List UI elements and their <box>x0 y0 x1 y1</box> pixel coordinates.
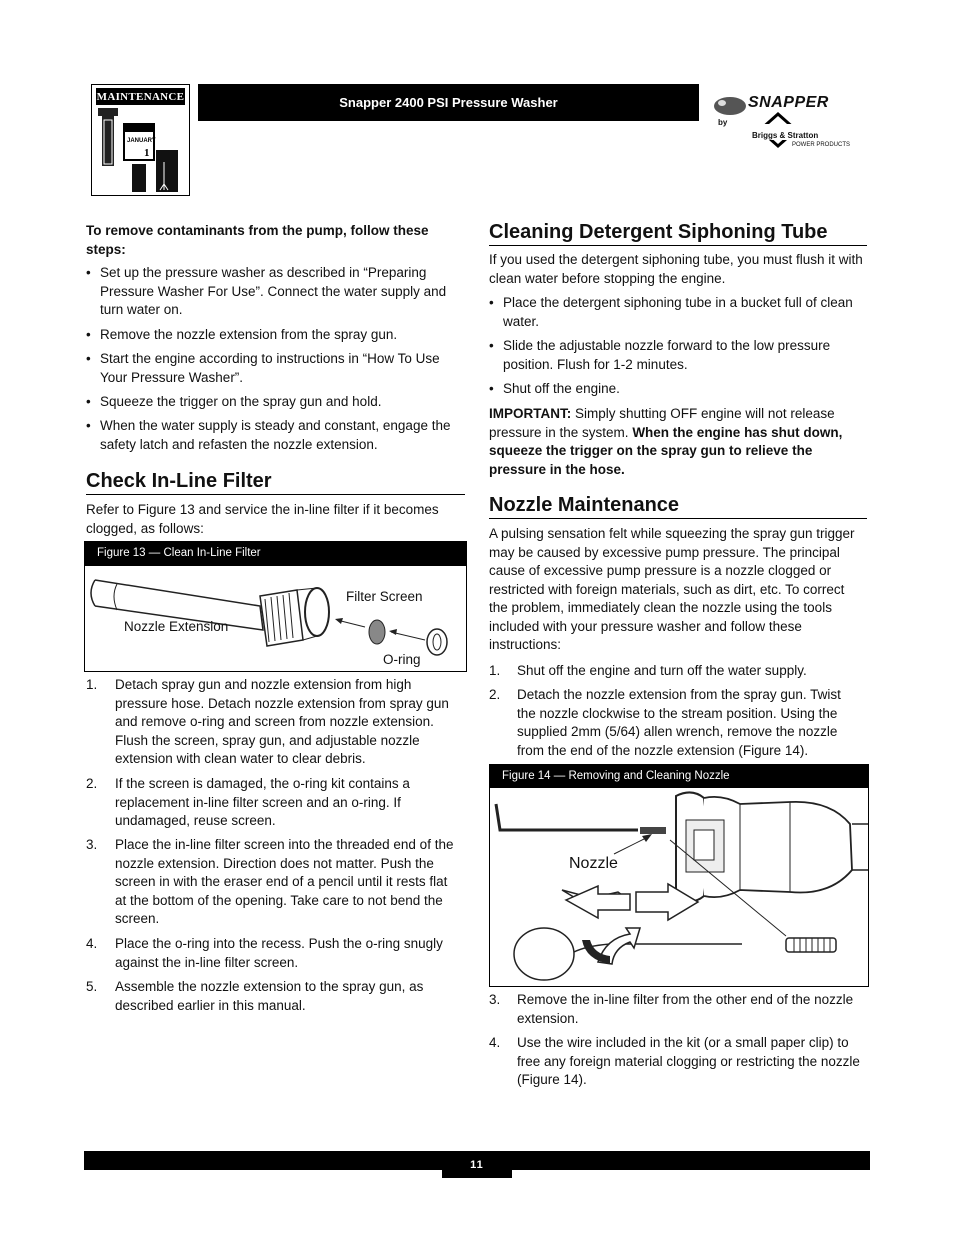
list-item: 5. Assemble the nozzle extension to the spray gun, as described earlier in this manual. <box>86 979 424 1013</box>
list-item: 3. Place the in-line filter screen into the threaded end of the nozzle extension. Direction does not matter. Push the screen in with the eraser end of a pencil until it rests flat at the bottom of the opening. Take care to not bend the screen. <box>86 837 454 926</box>
list-item: 4. Place the o-ring into the recess. Push the o-ring snugly against the in-line filter screen. <box>86 936 443 970</box>
filter-intro: Refer to Figure 13 and service the in-line filter if it becomes clogged, as follows: <box>86 502 439 536</box>
section-heading-siphon: Cleaning Detergent Siphoning Tube <box>489 221 867 246</box>
label-o-ring: O-ring <box>383 652 421 667</box>
document-title: Snapper 2400 PSI Pressure Washer <box>198 84 699 121</box>
label-filter-screen: Filter Screen <box>346 589 423 604</box>
nozzle-intro: A pulsing sensation felt while squeezing the spray gun trigger may be caused by excessive pump pressure. The principal cause of excessive pump pressure is a nozzle clogged or restricted with foreign materials, such as dirt, etc. To correct the problem, immediately clean the nozzle using the tools included with your pressure washer and follow these instructions: <box>489 526 855 652</box>
brand-name: SNAPPER <box>748 94 829 111</box>
page-number: 11 <box>442 1151 512 1178</box>
list-item: • Shut off the engine. <box>489 380 865 399</box>
pump-steps-heading: To remove contaminants from the pump, follow these steps: <box>86 223 429 257</box>
list-item: • Remove the nozzle extension from the spray gun. <box>86 326 460 345</box>
list-item: • When the water supply is steady and constant, engage the safety latch and refasten the nozzle extension. <box>86 417 460 454</box>
list-item: 4. Use the wire included in the kit (or a small paper clip) to free any foreign material clogging or restricting the nozzle (Figure 14). <box>489 1035 860 1087</box>
figure-14 <box>489 787 869 987</box>
wrench-calendar-icon <box>96 106 186 194</box>
list-item: 3. Remove the in-line filter from the other end of the nozzle extension. <box>489 992 854 1026</box>
figure-13-caption: Figure 13 — Clean In-Line Filter <box>84 541 467 565</box>
list-item: • Squeeze the trigger on the spray gun and hold. <box>86 393 460 412</box>
figure-14-caption: Figure 14 — Removing and Cleaning Nozzle <box>489 764 869 787</box>
list-item: • Start the engine according to instructions in “How To Use Your Pressure Washer”. <box>86 350 460 387</box>
section-heading-nozzle: Nozzle Maintenance <box>489 494 867 519</box>
brand-by: by <box>718 118 728 127</box>
svg-text:1: 1 <box>144 147 150 159</box>
list-item: • Place the detergent siphoning tube in a bucket full of clean water. <box>489 294 865 331</box>
brand-parent: Briggs & Stratton <box>752 131 819 140</box>
maintenance-badge-label: MAINTENANCE <box>96 88 185 105</box>
list-item: 2. Detach the nozzle extension from the spray gun. Twist the nozzle clockwise to the stream position. Using the supplied 2mm (5/64) allen wrench, remove the nozzle from the end of the nozzle extension (Figure 14). <box>489 687 841 758</box>
list-item: 2. If the screen is damaged, the o-ring kit contains a replacement in-line filter screen and an o-ring. If undamaged, reuse screen. <box>86 776 410 828</box>
brand-power-products: POWER PRODUCTS <box>792 142 851 148</box>
list-item: 1. Shut off the engine and turn off the water supply. <box>489 663 807 678</box>
svg-text:JANUARY: JANUARY <box>127 138 156 144</box>
label-nozzle-extension: Nozzle Extension <box>124 619 229 634</box>
list-item: • Slide the adjustable nozzle forward to the low pressure position. Flush for 1-2 minutes. <box>489 337 865 374</box>
list-item: • Set up the pressure washer as described in “Preparing Pressure Washer For Use”. Connect the water supply and turn water on. <box>86 264 460 320</box>
nozzle-cleaning-diagram <box>490 788 868 986</box>
list-item: 1. Detach spray gun and nozzle extension from high pressure hose. Detach nozzle extension from spray gun and remove o-ring and screen from nozzle extension. Flush the screen, spray gun, and adjustable nozzle extension with clean water to clear debris. <box>86 677 449 766</box>
important-note: IMPORTANT: Simply shutting OFF engine will not release pressure in the system. When the engine has shut down, squeeze the trigger on the spray gun to relieve the pressure in the hose. <box>489 406 843 477</box>
section-heading-filter: Check In-Line Filter <box>86 470 465 495</box>
label-nozzle: Nozzle <box>569 855 618 872</box>
siphon-intro: If you used the detergent siphoning tube, you must flush it with clean water before stopping the engine. <box>489 252 863 286</box>
